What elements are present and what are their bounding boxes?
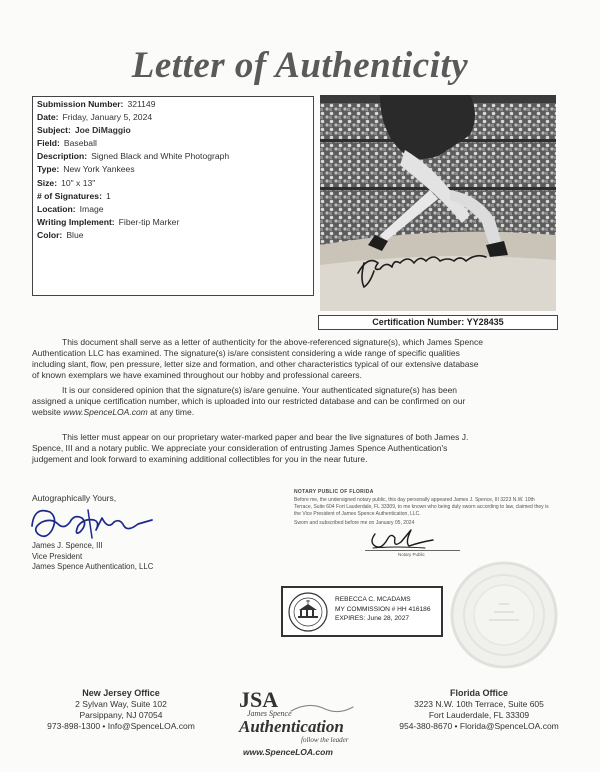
info-row-date: Date: Friday, January 5, 2024 <box>37 112 153 123</box>
notary-heading: NOTARY PUBLIC OF FLORIDA <box>294 489 374 495</box>
jsa-logo <box>229 681 369 761</box>
logo-line2: Authentication <box>239 717 344 736</box>
paragraph-opinion: It is our considered opinion that the signature(s) is/are genuine. Your authenticated signature(s) has been assigned a unique certification number, which is uploaded into our restricted database and can be confirmed on our website www.SpenceLOA.com at any time. <box>32 385 466 417</box>
notary-signature <box>365 526 435 552</box>
notary-embossed-seal-icon <box>449 560 559 670</box>
submission-info-box <box>32 96 314 296</box>
info-row-submission-number: Submission Number: 321149 <box>37 99 156 109</box>
signed-photograph <box>320 95 556 311</box>
florida-office: Florida Office 3223 N.W. 10th Terrace, Suite 605 Fort Lauderdale, FL 33309 954-380-8670 • Florida@SpenceLOA.com <box>399 688 559 731</box>
logo-line1: James Spence <box>247 709 292 718</box>
info-row-type: Type: New York Yankees <box>37 164 135 175</box>
logo-tagline: follow the leader <box>301 736 349 744</box>
notary-signature-line <box>365 550 460 551</box>
info-row-description: Description: Signed Black and White Photograph <box>37 151 230 162</box>
logo-brand: JSA <box>239 687 279 712</box>
info-row-field: Field: Baseball <box>37 138 97 149</box>
notary-statement: Before me, the undersigned notary public, this day personally appeared James J. Spence, III 3223 N.W. 10th Terrace, Suite 604 Fort Lauderdale, FL 33309, to me known who being duly sworn according to law, claimed they is the Vice President of James Spence Authentication, LLC. <box>294 497 549 517</box>
notary-seal-icon <box>288 592 328 632</box>
paragraph-authenticity: This document shall serve as a letter of authenticity for the above-referenced signature(s), which James Spence Authentication LLC has examined. The signature(s) is/are consistent considering a wide range of specific qualities including slant, flow, pen pressure, letter size and formation, and other characteristics typical of our extensive database of known exemplars we have examined throughout our hobby and professional careers. <box>32 337 483 380</box>
info-row-size: Size: 10" x 13" <box>37 177 96 188</box>
new-jersey-office: New Jersey Office 2 Sylvan Way, Suite 102 Parsippany, NJ 07054 973-898-1300 • Info@SpenceLOA.com <box>47 688 195 731</box>
closing-line: Autographically Yours, <box>32 493 117 503</box>
info-row-signature-count: # of Signatures: 1 <box>37 190 111 201</box>
website-link[interactable]: www.SpenceLOA.com <box>63 407 148 417</box>
photograph-image <box>320 95 556 311</box>
signer-block: James J. Spence, III Vice President James Spence Authentication, LLC <box>32 541 154 571</box>
info-row-writing-implement: Writing Implement: Fiber-tip Marker <box>37 216 180 227</box>
info-row-subject: Subject: Joe DiMaggio <box>37 125 131 136</box>
logo-site: www.SpenceLOA.com <box>243 747 333 757</box>
info-row-location: Location: Image <box>37 203 104 214</box>
james-spence-signature <box>28 500 158 542</box>
notary-public-label: Notary Public <box>398 552 425 557</box>
notary-commission-text: REBECCA C. MCADAMS MY COMMISSION # HH 416186 EXPIRES: June 28, 2027 <box>335 596 431 622</box>
paragraph-watermark: This letter must appear on our proprietary water-marked paper and bear the live signatures of both James J. Spence, III and a notary public. We appreciate your consideration of entrusting James Spence Authentication's judgement and look forward to examining additional collectibles for you in the near future. <box>32 432 469 464</box>
notary-stamp <box>281 586 443 637</box>
certification-number: Certification Number: YY28435 <box>318 315 558 330</box>
info-row-color: Color: Blue <box>37 229 84 240</box>
document-title: Letter of Authenticity <box>131 45 469 86</box>
notary-sworn-line: Sworn and subscribed before me on January 05, 2024 <box>294 520 415 526</box>
